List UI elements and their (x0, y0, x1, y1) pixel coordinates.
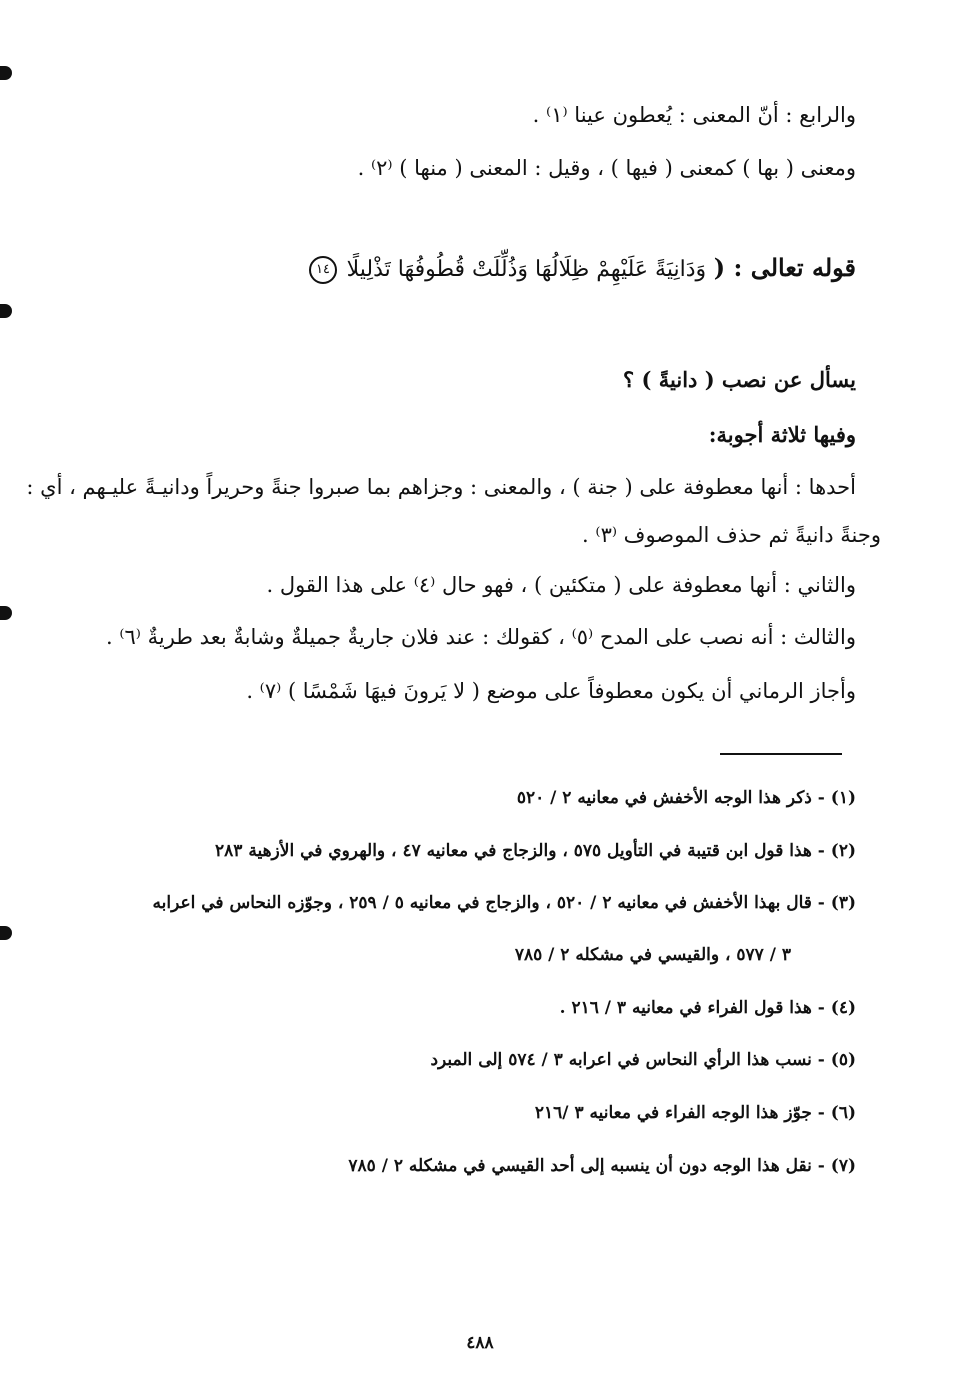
binding-mark (0, 606, 12, 620)
footnote-5: (٥) - نسب هذا الرأي النحاس في اعرابه ٣ / ٥٧٤ إلى المبرد (430, 1050, 856, 1070)
footnote-7: (٧) - نقل هذا الوجه دون أن ينسبه إلى أحد القيسي في مشكله ٢ / ٧٨٥ (348, 1156, 856, 1176)
body-line-meaning: ومعنى ( بها ) كمعنى ( فيها ) ، وقيل : المعنى ( منها ) ⁽٢⁾ . (357, 156, 856, 180)
body-line-fourth-opinion: والرابع : أنّ المعنى : يُعطون عينا ⁽١⁾ . (532, 103, 856, 127)
footnote-6: (٦) - جوّز هذا الوجه الفراء في معانيه ٣ /٢١٦ (534, 1103, 856, 1123)
second-answer: والثاني : أنها معطوفة على ( متكئين ) ، فهو حال ⁽٤⁾ على هذا القول . (266, 573, 856, 597)
page-number: ٤٨٨ (466, 1333, 494, 1353)
footnote-3-continued: ٣ / ٥٧٧ ، والقيسي في مشكله ٢ / ٧٨٥ (514, 945, 791, 965)
footnote-1: (١) - ذكر هذا الوجه الأخفش في معانيه ٢ / ٥٢٠ (516, 788, 856, 808)
binding-mark (0, 926, 12, 940)
binding-mark (0, 66, 12, 80)
footnote-3: (٣) - قال بهذا الأخفش في معانيه ٢ / ٥٢٠ ، والزجاج في معانيه ٥ / ٢٥٩ ، وجوّزه النحاس في اعرابه (152, 893, 856, 913)
first-answer-line-2: وجنةً دانيةً ثم حذف الموصوف ⁽٣⁾ . (582, 523, 881, 547)
quran-verse-line (309, 250, 856, 288)
third-answer: والثالث : أنه نصب على المدح ⁽٥⁾ ، كقولك : عند فلان جاريةٌ جميلةٌ وشابةٌ بعد طريةٌ ⁽٦⁾ . (105, 625, 856, 649)
footnote-4: (٤) - هذا قول الفراء في معانيه ٣ / ٢١٦ . (559, 998, 856, 1018)
footnote-2: (٢) - هذا قول ابن قتيبة في التأويل ٥٧٥ ، والزجاج في معانيه ٤٧ ، والهروي في الأزهية ٢٨٣ (215, 841, 856, 861)
answers-intro: وفيها ثلاثة أجوبة: (708, 422, 856, 447)
question-line: يسأل عن نصب ( دانيةً ) ؟ (623, 367, 856, 392)
verse-text: وَدَانِيَةً عَلَيْهِمْ ظِلَالُهَا وَذُلِّلَتْ قُطُوفُهَا تَذْلِيلًا (346, 257, 707, 282)
first-answer-line-1: أحدها : أنها معطوفة على ( جنة ) ، والمعنى : وجزاهم بما صبروا جنةً وحريراً ودانيـةً عليـهم ، أي : (26, 475, 856, 499)
rummani-opinion: وأجاز الرماني أن يكون معطوفاً على موضع ( لا يَرونَ فيهَا شَمْسًا ) ⁽٧⁾ . (246, 679, 856, 703)
binding-mark (0, 304, 12, 318)
verse-intro: قوله تعالى : ( (713, 253, 856, 282)
footnote-separator (720, 753, 842, 755)
ayah-number-marker: ١٤ (309, 256, 337, 284)
